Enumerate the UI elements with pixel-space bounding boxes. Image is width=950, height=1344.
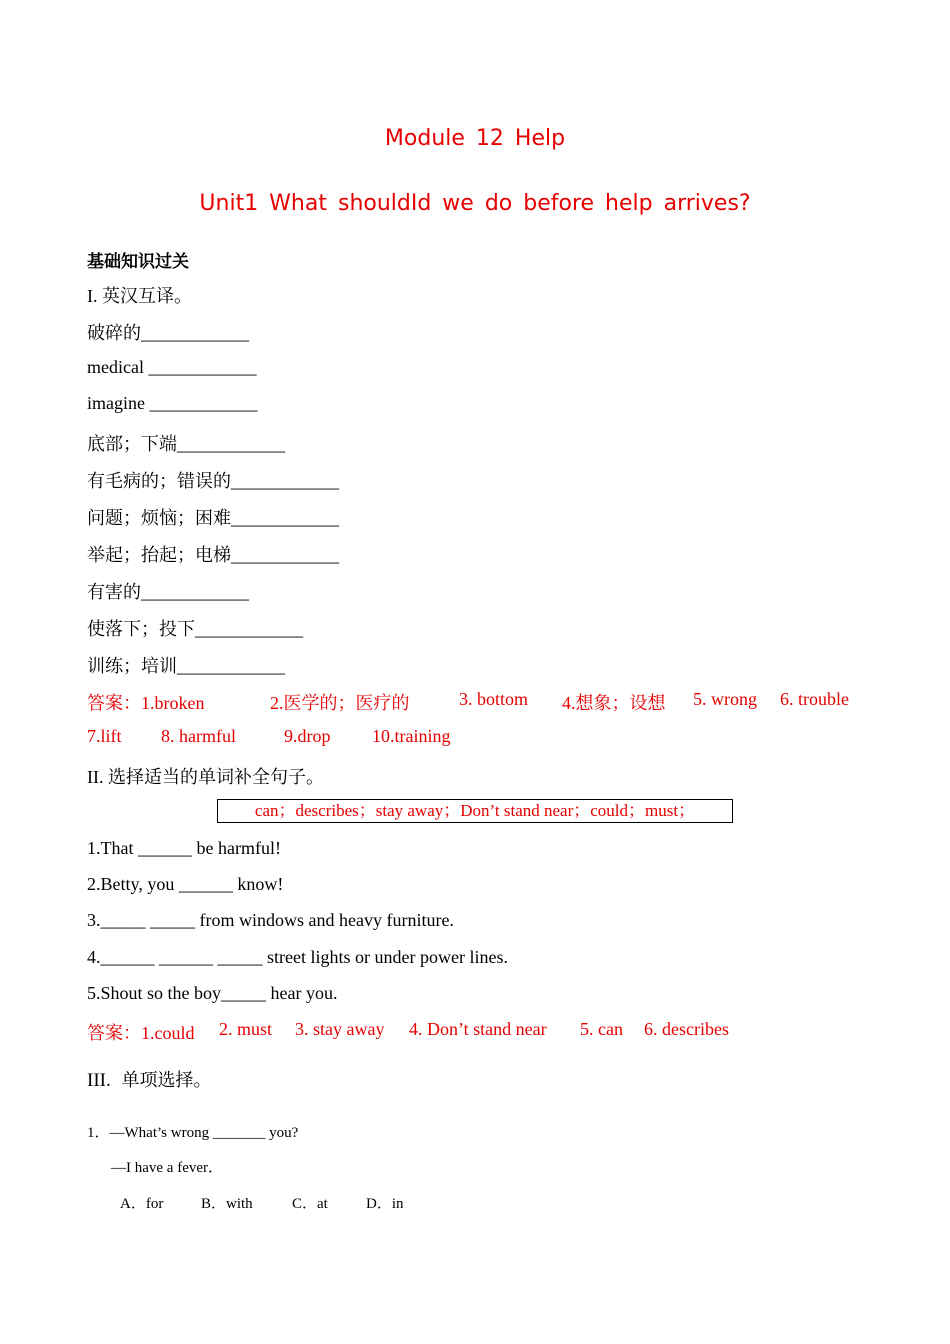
part1-answer: 10.training [372, 726, 451, 746]
part1-heading: I. 英汉互译。 [87, 286, 192, 306]
part1-answer: 8. harmful [161, 726, 236, 746]
part1-answer: 7.lift [87, 726, 122, 746]
part1-item: 底部；下端____________ [87, 434, 285, 454]
part1-answer: 4.想象；设想 [562, 693, 666, 713]
part1-answer: 3. bottom [459, 689, 529, 709]
part2-answer: 5. can [580, 1019, 623, 1039]
word-box: can；describes；stay away；Don’t stand near；could；must； [217, 799, 733, 823]
part1-item: imagine ____________ [87, 393, 258, 413]
part1-item: 问题；烦恼；困难____________ [87, 508, 339, 528]
part1-answer: 6. trouble [780, 689, 849, 709]
part1-answer: 答案：1.broken [87, 693, 205, 713]
section-heading: 基础知识过关 [87, 252, 189, 272]
q1-option: C．at [292, 1196, 328, 1212]
part1-item: 训练；培训____________ [87, 656, 285, 676]
q1-option: D．in [366, 1196, 404, 1212]
part2-item: 5.Shout so the boy_____ hear you. [87, 983, 338, 1003]
part1-item: 破碎的____________ [87, 323, 249, 343]
part3-heading-roman: III. [87, 1070, 111, 1091]
part1-answer: 5. wrong [693, 689, 757, 709]
part1-answer: 2.医学的；医疗的 [270, 693, 410, 713]
part2-answer: 4. Don’t stand near [409, 1019, 547, 1039]
part1-item: 有害的____________ [87, 582, 249, 602]
part2-answer: 3. stay away [295, 1019, 385, 1039]
part3-heading [87, 1066, 211, 1092]
part2-answer: 6. describes [644, 1019, 729, 1039]
part1-item: 使落下；投下____________ [87, 619, 303, 639]
unit-title: Unit1 What shouldId we do before help arrives? [199, 191, 751, 216]
part1-item: 有毛病的；错误的____________ [87, 471, 339, 491]
part3-heading-text: 单项选择。 [121, 1070, 212, 1090]
part2-heading: II. 选择适当的单词补全句子。 [87, 767, 324, 787]
part2-item: 4.______ ______ _____ street lights or under power lines. [87, 947, 508, 967]
part2-answer: 2. must [219, 1019, 273, 1039]
q1-option: B．with [201, 1196, 253, 1212]
q1-option: A．for [120, 1196, 164, 1212]
part2-item: 2.Betty, you ______ know! [87, 874, 284, 894]
q1-reply: —I have a fever． [111, 1160, 224, 1176]
part1-item: 举起；抬起；电梯____________ [87, 545, 339, 565]
part1-item: medical ____________ [87, 357, 257, 377]
part1-answer: 9.drop [284, 726, 331, 746]
part2-item: 3._____ _____ from windows and heavy furniture. [87, 910, 454, 930]
module-title: Module 12 Help [384, 126, 566, 151]
part2-item: 1.That ______ be harmful! [87, 838, 281, 858]
part2-answer: 答案：1.could [87, 1023, 195, 1043]
q1-question: 1．—What’s wrong _______ you? [87, 1125, 299, 1141]
